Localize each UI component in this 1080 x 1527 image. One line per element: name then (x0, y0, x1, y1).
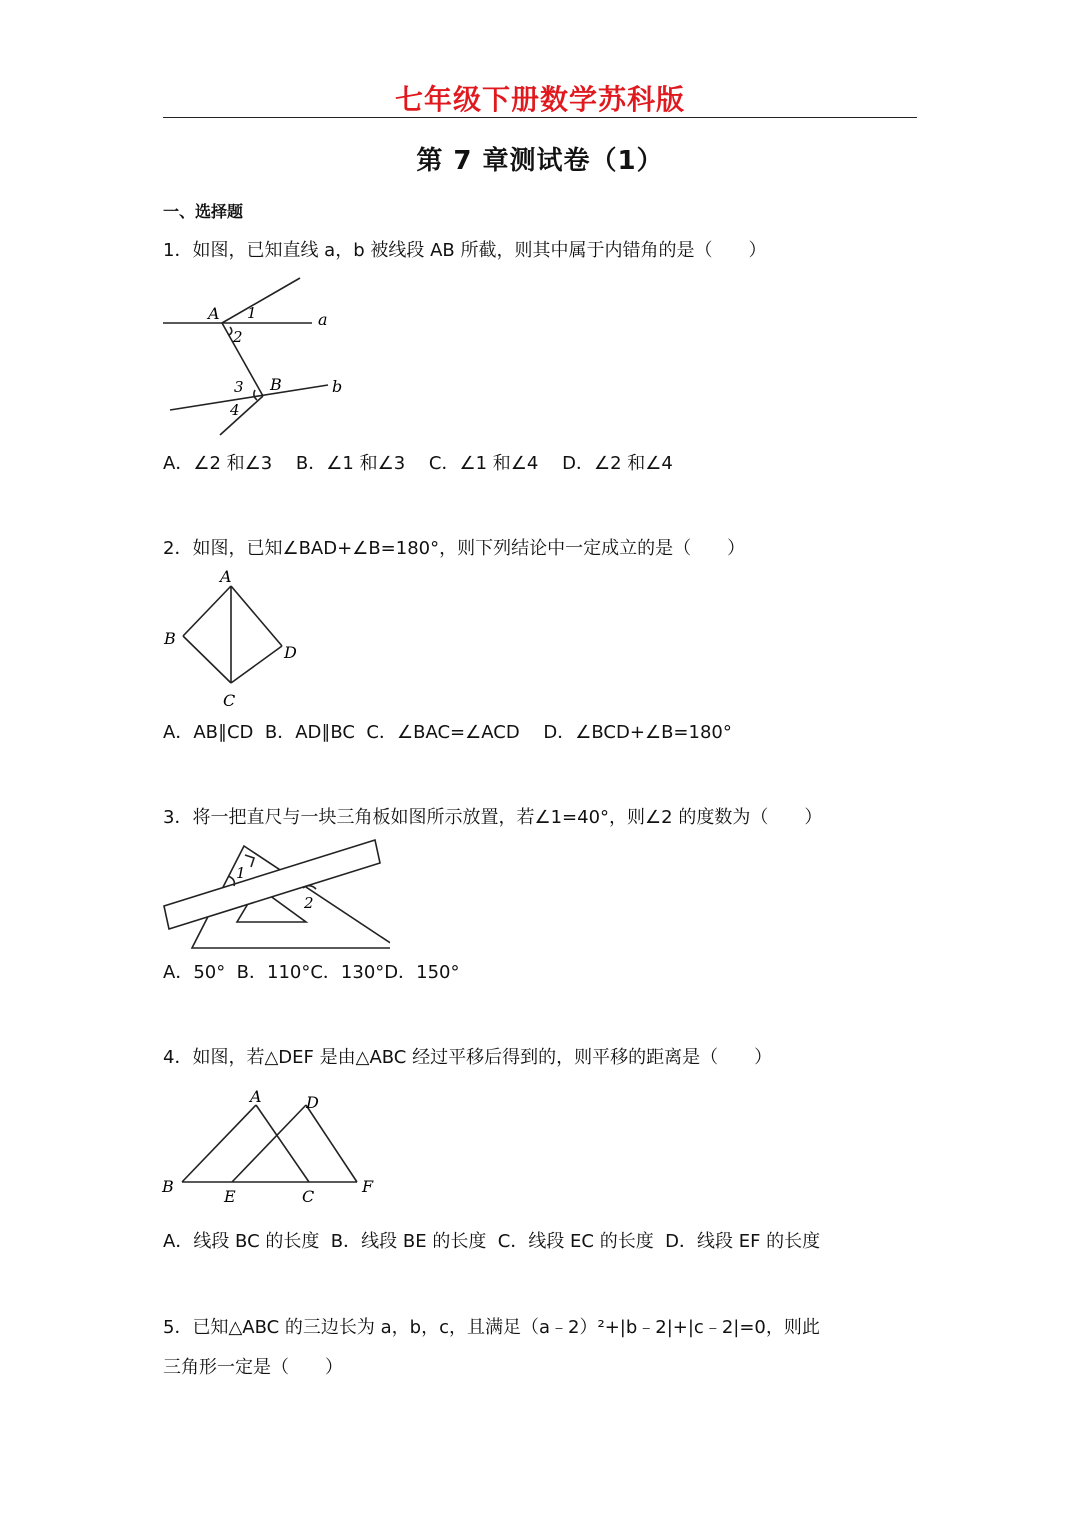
label-B: B (162, 1177, 174, 1196)
question-1-options: A．∠2 和∠3 B．∠1 和∠3 C．∠1 和∠4 D．∠2 和∠4 (163, 453, 673, 474)
right-angle-mark (245, 855, 254, 867)
section-title: 一、选择题 (163, 202, 244, 221)
label-B: B (270, 375, 282, 394)
label-D: D (306, 1093, 319, 1112)
label-C: C (302, 1187, 315, 1206)
label-a: a (318, 310, 328, 329)
ray-from-A (222, 278, 300, 323)
question-5-text-line-1: 5．已知△ABC 的三边长为 a，b，c，且满足（a﹣2）²+|b﹣2|+|c﹣2|=0，则此 (163, 1317, 820, 1338)
question-1-text: 1．如图，已知直线 a，b 被线段 AB 所截，则其中属于内错角的是（ ） (163, 240, 767, 261)
side-DA (231, 586, 282, 646)
question-4-figure (160, 1086, 380, 1210)
question-4-text: 4．如图，若△DEF 是由△ABC 经过平移后得到的，则平移的距离是（ ） (163, 1047, 773, 1068)
question-4-options: A．线段 BC 的长度 B．线段 BE 的长度 C．线段 EC 的长度 D．线段 EF 的长度 (163, 1231, 821, 1252)
side-DF (306, 1105, 357, 1182)
side-AB (183, 586, 231, 636)
question-5-text-line-2: 三角形一定是（ ） (163, 1357, 343, 1378)
side-AB (182, 1105, 256, 1182)
side-CD (231, 646, 282, 683)
side-DE (232, 1105, 306, 1182)
line-b (170, 385, 328, 410)
question-3-figure (160, 836, 390, 954)
label-E: E (224, 1187, 236, 1206)
label-A: A (220, 567, 232, 586)
header-divider (163, 117, 917, 118)
ruler (164, 840, 380, 929)
label-F: F (362, 1177, 374, 1196)
question-2-figure (160, 566, 310, 714)
side-BC (183, 636, 231, 683)
label-b: b (332, 377, 343, 396)
label-1: 1 (236, 864, 246, 882)
label-A: A (208, 304, 220, 323)
angle-mark-3 (254, 390, 257, 400)
label-1: 1 (247, 304, 257, 322)
header-title: 七年级下册数学苏科版 (394, 83, 685, 116)
question-3-options: A．50° B．110°C．130°D．150° (163, 962, 460, 983)
label-C: C (223, 691, 236, 710)
question-2-text: 2．如图，已知∠BAD+∠B=180°，则下列结论中一定成立的是（ ） (163, 538, 746, 559)
label-3: 3 (234, 378, 244, 396)
question-3-text: 3．将一把直尺与一块三角板如图所示放置，若∠1=40°，则∠2 的度数为（ ） (163, 807, 823, 828)
question-1-figure (160, 272, 360, 442)
label-B: B (164, 629, 176, 648)
label-A: A (250, 1087, 262, 1106)
label-D: D (284, 643, 297, 662)
side-AC (256, 1105, 309, 1182)
label-2: 2 (304, 894, 314, 912)
document-title: 第 7 章测试卷（1） (416, 146, 664, 176)
question-2-options: A．AB∥CD B．AD∥BC C．∠BAC=∠ACD D．∠BCD+∠B=180° (163, 722, 732, 743)
angle-mark-2 (229, 327, 232, 335)
label-4: 4 (230, 401, 240, 419)
label-2: 2 (233, 328, 243, 346)
